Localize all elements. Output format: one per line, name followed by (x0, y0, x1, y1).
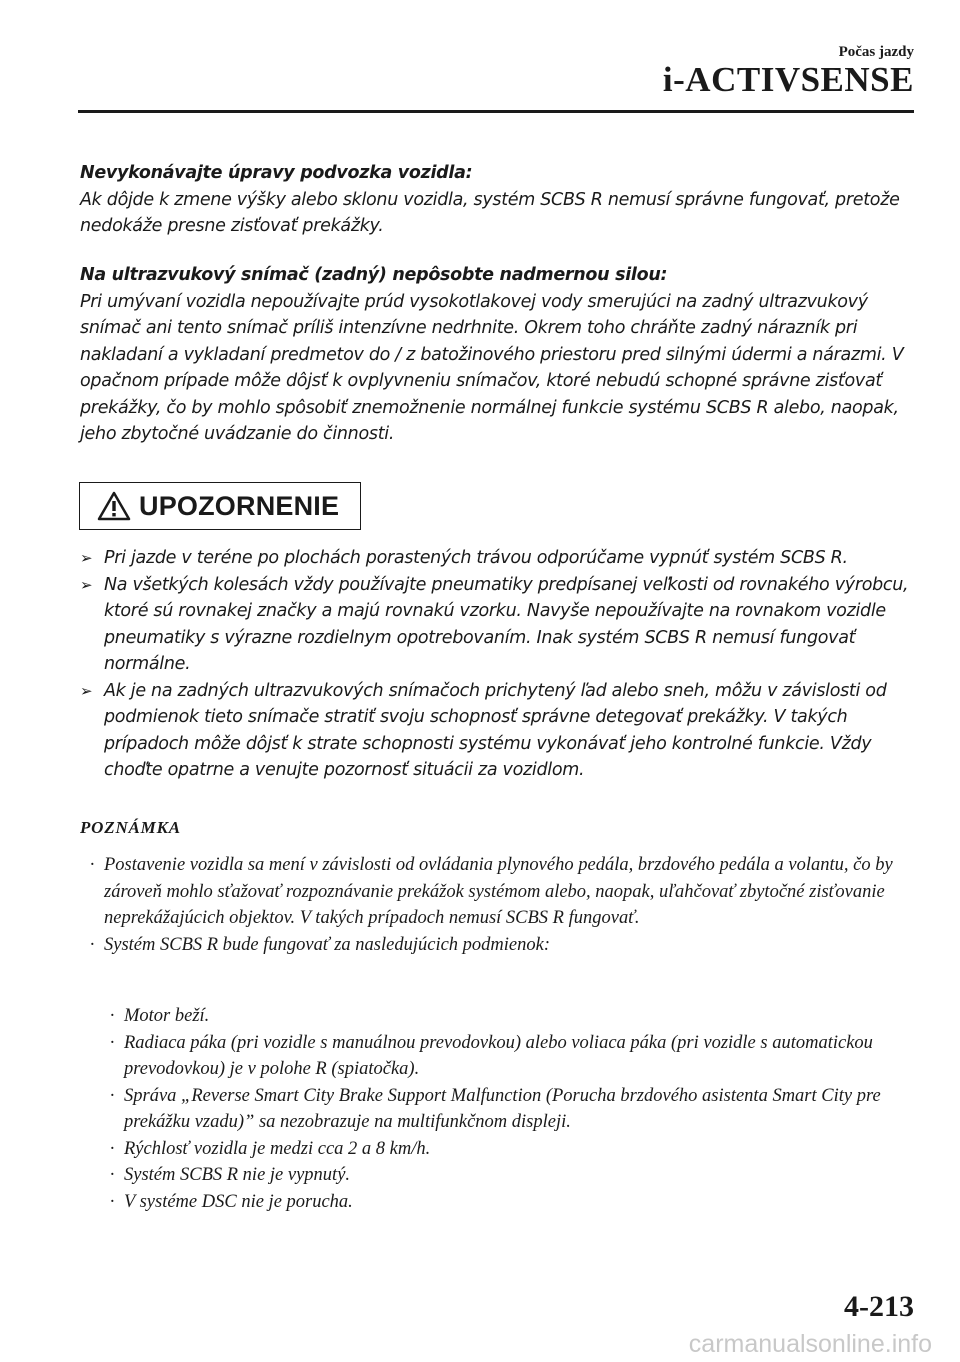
list-item: ➢ Ak je na zadných ultrazvukových snímačoch prichytený ľad alebo sneh, môžu v závislosti od podmienok tieto snímače stratiť svoju schopnosť správne detegovať prekážky. V takých prípadoch môže dôjsť k strate schopnosti systému vykonávať jeho kontrolné funkcie. Vždy choďte opatrne a venujte pozornosť situácii za vozidlom. (80, 678, 920, 784)
header-divider (78, 110, 914, 113)
list-item: · Správa „Reverse Smart City Brake Support Malfunction (Porucha brzdového asistenta Smart City pre prekážku vzadu)” sa nezobrazuje na multifunkčnom displeji. (100, 1083, 920, 1136)
section-label: Počas jazdy (838, 44, 914, 60)
arrow-bullet-icon: ➢ (80, 549, 93, 567)
list-item: · Postavenie vozidla sa mení v závislosti od ovládania plynového pedála, brzdového pedála a volantu, čo by zároveň mohlo sťažovať rozpoznávanie prekážok systémom alebo, naopak, uľahčovať zbytočné zisťovanie neprekážajúcich objektov. V takých prípadoch nemusí SCBS R fungovať. (80, 852, 920, 932)
caution-list (80, 545, 920, 784)
section-heading: Na ultrazvukový snímač (zadný) nepôsobte nadmernou silou: (80, 265, 668, 285)
conditions-list (100, 1003, 920, 1215)
list-item: · Rýchlosť vozidla je medzi cca 2 a 8 km/h. (100, 1136, 920, 1163)
section-body: Ak dôjde k zmene výšky alebo sklonu vozidla, systém SCBS R nemusí správne fungovať, pretože nedokáže presne zisťovať prekážky. (80, 189, 900, 236)
list-item: · Radiaca páka (pri vozidle s manuálnou prevodovkou) alebo voliaca páka (pri vozidle s automatickou prevodovkou) je v polohe R (spiatočka). (100, 1030, 920, 1083)
note-list (80, 852, 920, 958)
warning-suspension (80, 160, 920, 240)
bullet-dot-icon: · (109, 1006, 115, 1026)
list-item: · Systém SCBS R bude fungovať za nasledujúcich podmienok: (80, 932, 920, 959)
bullet-dot-icon: · (109, 1138, 115, 1159)
bullet-dot-icon: · (109, 1165, 115, 1185)
page-number: 4-213 (844, 1290, 914, 1323)
arrow-bullet-icon: ➢ (80, 575, 93, 594)
list-item: · Systém SCBS R nie je vypnutý. (100, 1162, 920, 1189)
caution-box (79, 482, 361, 530)
list-item: · Motor beží. (100, 1003, 920, 1030)
warning-triangle-icon (97, 491, 131, 521)
list-item: ➢ Na všetkých kolesách vždy používajte pneumatiky predpísanej veľkosti od rovnakého výrobcu, ktoré sú rovnakej značky a majú rovnakú vzorku. Navyše nepoužívajte na rovnakom vozidle pneumatiky s výrazne rozdielnym opotrebovaním. Inak systém SCBS R nemusí fungovať normálne. (80, 572, 920, 678)
bullet-dot-icon: · (109, 1032, 115, 1053)
watermark: carmanualsonline.info (688, 1330, 932, 1358)
caution-label: UPOZORNENIE (139, 490, 340, 521)
note-title: POZNÁMKA (80, 818, 181, 837)
section-body: Pri umývaní vozidla nepoužívajte prúd vysokotlakovej vody smerujúci na zadný ultrazvukový snímač ani tento snímač príliš intenzívne nedrhnite. Okrem toho chráňte zadný nárazník pri nakladaní a vykladaní predmetov do / z batožinového priestoru pred silnými údermi a nárazmi. V opačnom prípade môže dôjsť k ovplyvneniu snímačov, ktoré nebudú schopné správne zisťovať prekážky, čo by mohlo spôsobiť znemožnenie normálnej funkcie systému SCBS R alebo, naopak, jeho zbytočné uvádzanie do činnosti. (80, 291, 904, 444)
bullet-dot-icon: · (89, 855, 95, 875)
bullet-dot-icon: · (109, 1085, 115, 1106)
bullet-dot-icon: · (89, 934, 95, 955)
section-heading: Nevykonávajte úpravy podvozka vozidla: (80, 163, 473, 183)
list-item: · V systéme DSC nie je porucha. (100, 1189, 920, 1216)
bullet-dot-icon: · (109, 1191, 115, 1212)
arrow-bullet-icon: ➢ (80, 681, 93, 700)
list-item: ➢ Pri jazde v teréne po plochách porastených trávou odporúčame vypnúť systém SCBS R. (80, 545, 920, 572)
warning-sensor-force (80, 262, 920, 448)
chapter-title: i-ACTIVSENSE (662, 60, 914, 99)
